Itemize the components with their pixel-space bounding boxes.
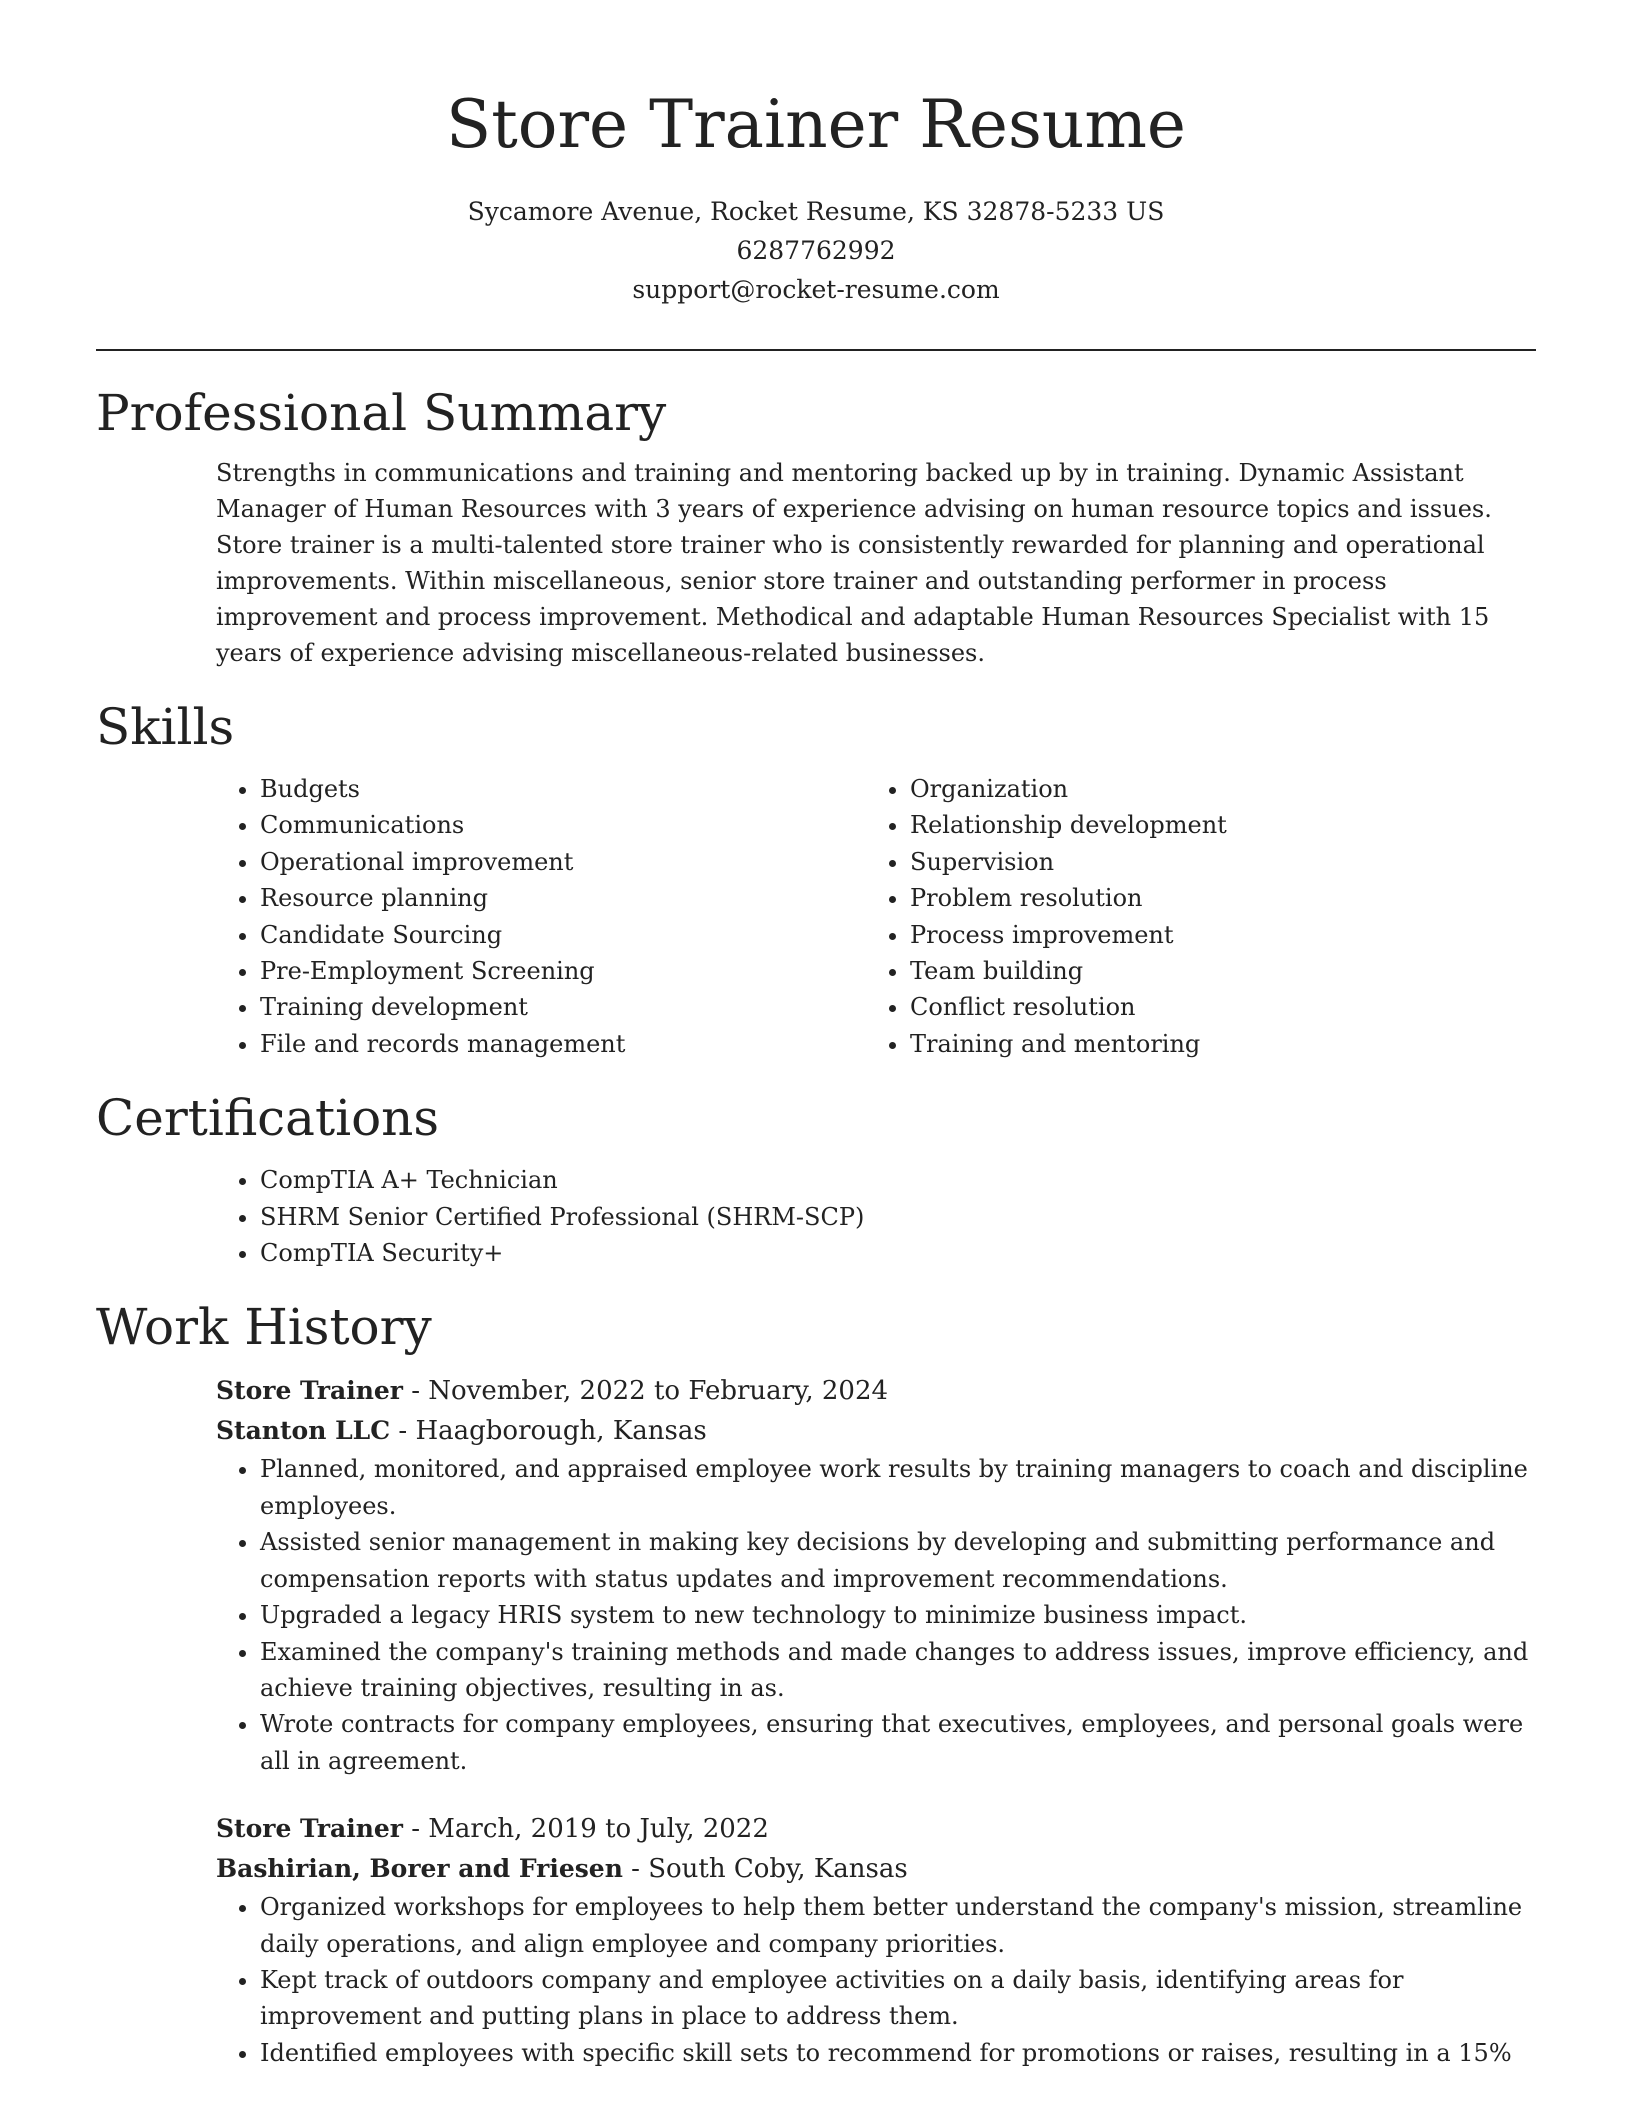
job-company: Stanton LLC (216, 1416, 391, 1446)
skill-item: • Communications (260, 807, 866, 843)
skill-item: • Operational improvement (260, 844, 866, 880)
job-bullet-list (216, 1889, 1536, 2071)
certifications-section (96, 1086, 1536, 1271)
skill-item: • Organization (910, 771, 1516, 807)
skills-section (96, 695, 1536, 1062)
work-history-heading: Work History (96, 1298, 432, 1357)
skill-item: • Budgets (260, 771, 866, 807)
job-company: Bashirian, Borer and Friesen (216, 1854, 623, 1884)
skill-item: • Candidate Sourcing (260, 917, 866, 953)
job-role: Store Trainer (216, 1814, 403, 1844)
job-entry (216, 1371, 1536, 1779)
job-role: Store Trainer (216, 1376, 403, 1406)
skill-item: • Training development (260, 989, 866, 1025)
skills-heading: Skills (96, 698, 235, 756)
job-bullet: • Identified employees with specific skill sets to recommend for promotions or raises, resulting in a 15% (260, 2035, 1536, 2071)
skills-column-right (866, 771, 1516, 1062)
resume-header (96, 0, 1536, 309)
contact-address: Sycamore Avenue, Rocket Resume, KS 32878-5233 US (467, 197, 1165, 226)
skill-item: • Resource planning (260, 880, 866, 916)
skill-item: • Relationship development (910, 807, 1516, 843)
job-title-line (216, 1371, 1536, 1411)
job-entry (216, 1809, 1536, 2071)
resume-page (96, 0, 1536, 2101)
skill-item: • Training and mentoring (910, 1026, 1516, 1062)
certification-item: • SHRM Senior Certified Professional (SHRM-SCP) (260, 1199, 1536, 1235)
resume-title: Store Trainer Resume (446, 86, 1186, 163)
skill-item: • Conflict resolution (910, 989, 1516, 1025)
summary-heading: Professional Summary (96, 384, 667, 442)
job-bullet: • Planned, monitored, and appraised employee work results by training managers to coach and discipline employees. (260, 1451, 1536, 1524)
contact-email: support@rocket-resume.com (632, 275, 1000, 304)
skill-item: • File and records management (260, 1026, 866, 1062)
skill-item: • Pre-Employment Screening (260, 953, 866, 989)
job-company-line (216, 1411, 1536, 1451)
job-dates: - March, 2019 to July, 2022 (402, 1814, 769, 1845)
contact-phone: 6287762992 (736, 236, 896, 265)
job-dates: - November, 2022 to February, 2024 (402, 1376, 889, 1407)
job-bullet-list (216, 1451, 1536, 1779)
job-location: - South Coby, Kansas (622, 1854, 908, 1885)
job-company-line (216, 1849, 1536, 1889)
job-bullet: • Kept track of outdoors company and employee activities on a daily basis, identifying areas for improvement and putting plans in place to address them. (260, 1962, 1536, 2035)
job-title-line (216, 1809, 1536, 1849)
job-bullet: • Assisted senior management in making key decisions by developing and submitting performance and compensation reports with status updates and improvement recommendations. (260, 1524, 1536, 1597)
job-bullet: • Wrote contracts for company employees, ensuring that executives, employees, and personal goals were all in agreement. (260, 1706, 1536, 1779)
certifications-heading: Certifications (96, 1089, 440, 1148)
header-divider (96, 349, 1536, 351)
job-location: - Haagborough, Kansas (390, 1416, 707, 1447)
job-bullet: • Examined the company's training methods and made changes to address issues, improve efficiency, and achieve training objectives, resulting in as. (260, 1634, 1536, 1707)
summary-text: Strengths in communications and training and mentoring backed up by in training. Dynamic Assistant Manager of Human Resources with 3 years of experience advising on human resource topics and issues. Store trainer is a multi-talented store trainer who is consistently rewarded for planning and operational improvements. Within miscellaneous, senior store trainer and outstanding performer in process improvement and process improvement. Methodical and adaptable Human Resources Specialist with 15 years of experience advising miscellaneous-related businesses. (216, 459, 1492, 667)
skills-column-left (216, 771, 866, 1062)
skill-item: • Supervision (910, 844, 1516, 880)
certification-item: • CompTIA Security+ (260, 1235, 1536, 1271)
job-bullet: • Upgraded a legacy HRIS system to new technology to minimize business impact. (260, 1597, 1536, 1633)
skill-item: • Team building (910, 953, 1516, 989)
summary-section (96, 381, 1536, 671)
skill-item: • Process improvement (910, 917, 1516, 953)
certification-item: • CompTIA A+ Technician (260, 1162, 1536, 1198)
work-history-section (96, 1295, 1536, 2071)
skill-item: • Problem resolution (910, 880, 1516, 916)
job-bullet: • Organized workshops for employees to help them better understand the company's mission, streamline daily operations, and align employee and company priorities. (260, 1889, 1536, 1962)
